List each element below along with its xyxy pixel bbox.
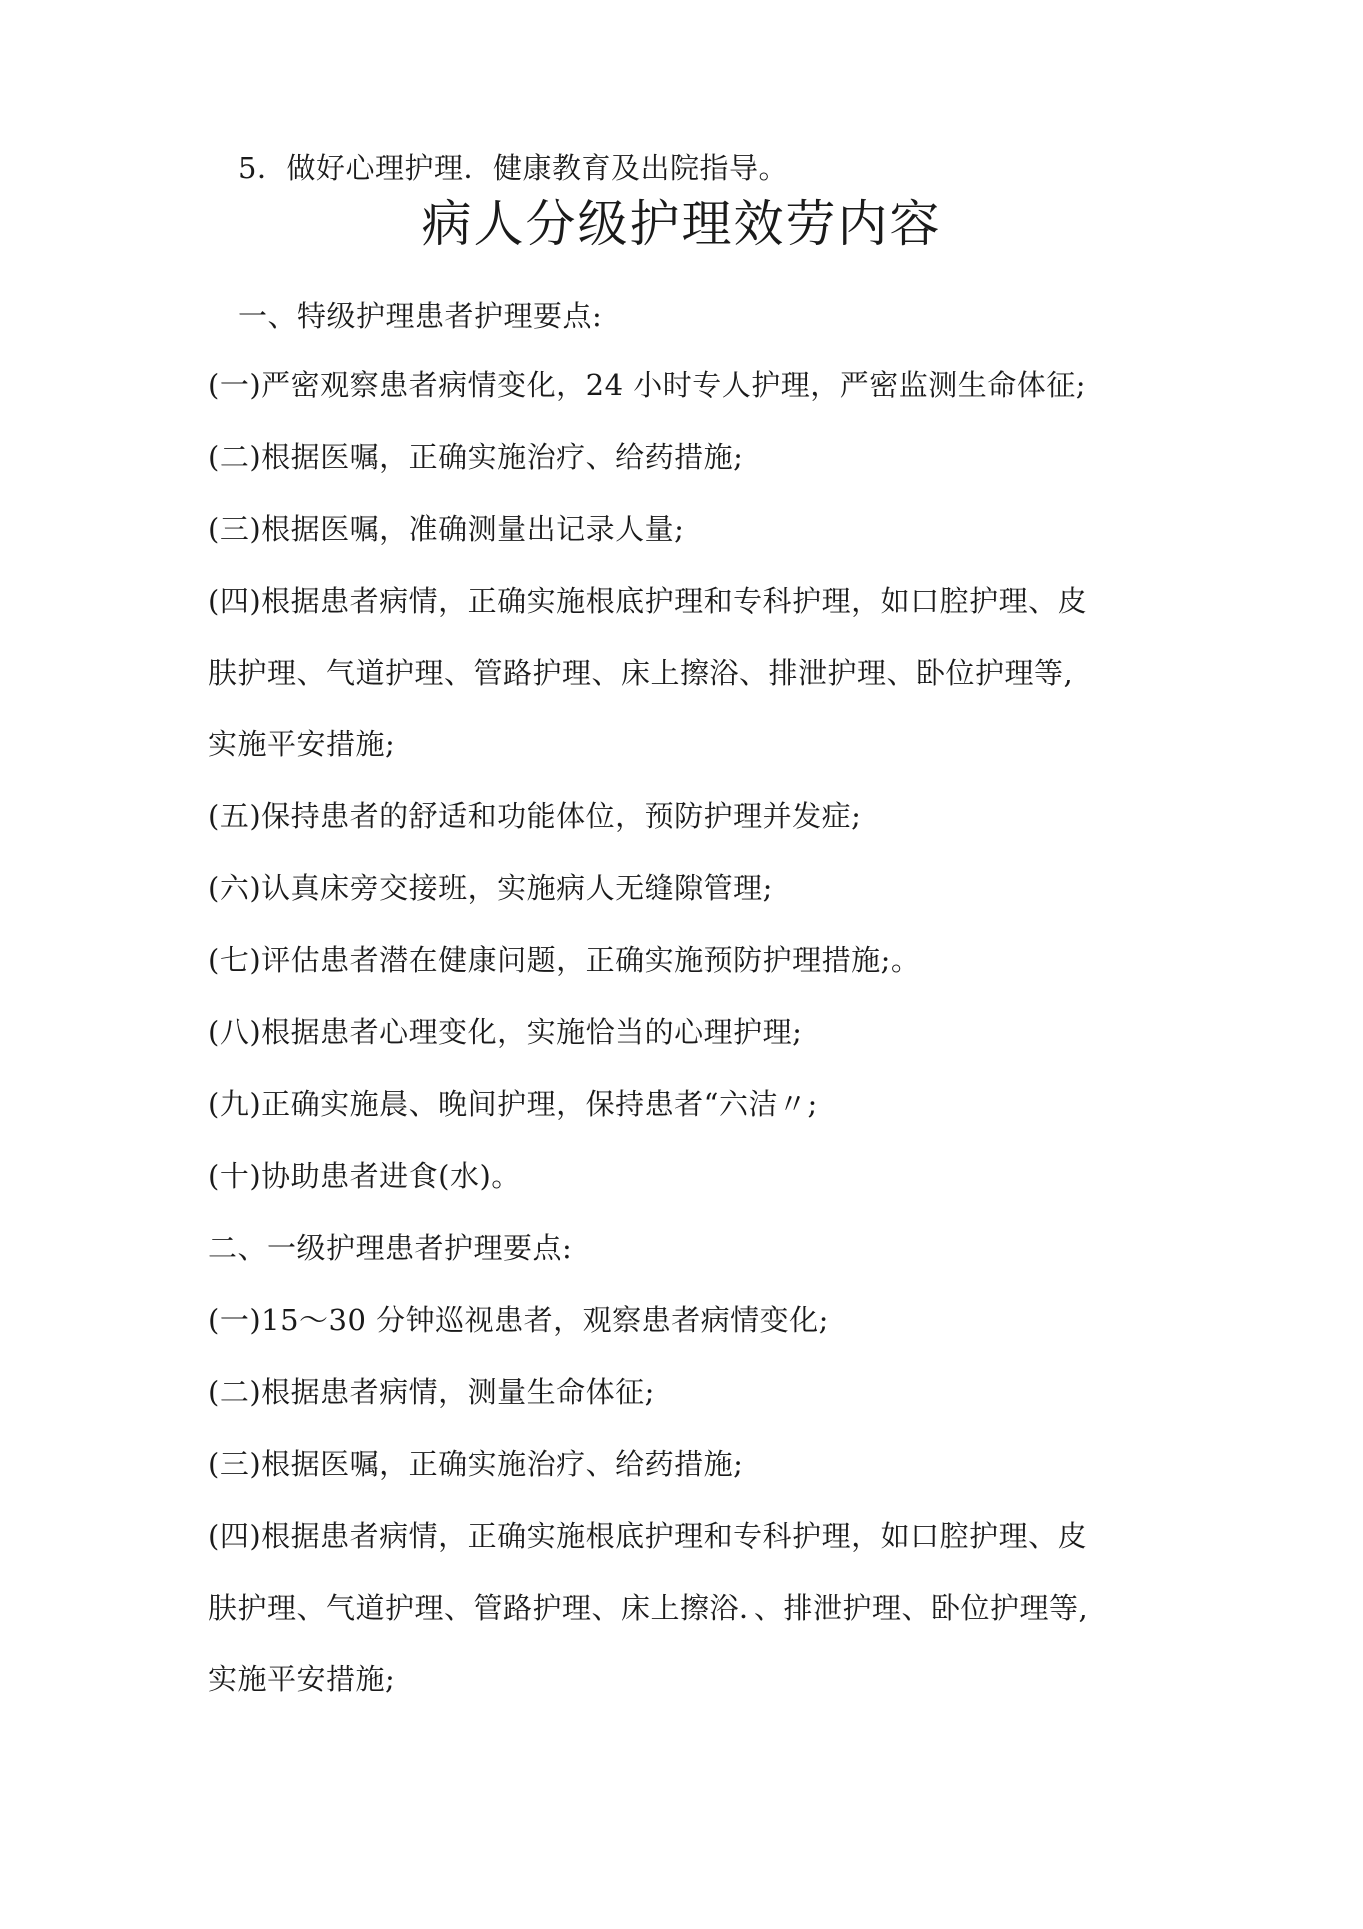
list-item: 实施平安措施; xyxy=(208,1662,396,1696)
list-item: (二)根据患者病情，测量生命体征; xyxy=(208,1375,655,1409)
list-item: (五)保持患者的舒适和功能体位，预防护理并发症; xyxy=(208,799,862,833)
list-item: (四)根据患者病情，正确实施根底护理和专科护理，如口腔护理、皮 xyxy=(208,584,1088,618)
list-item: (九)正确实施晨、晚间护理，保持患者“六洁〃; xyxy=(208,1087,818,1121)
list-item: (三)根据医嘱，准确测量出记录人量; xyxy=(208,512,685,546)
list-item: (三)根据医嘱，正确实施治疗、给药措施; xyxy=(208,1447,744,1481)
list-item: (八)根据患者心理变化，实施恰当的心理护理; xyxy=(208,1015,803,1049)
intro-line: 5．做好心理护理．健康教育及出院指导。 xyxy=(238,151,788,185)
page-title: 病人分级护理效劳内容 xyxy=(421,195,942,253)
list-item: 肤护理、气道护理、管路护理、床上擦浴、排泄护理、卧位护理等, xyxy=(208,656,1074,690)
list-item: 实施平安措施; xyxy=(208,727,396,761)
list-item: 肤护理、气道护理、管路护理、床上擦浴．、排泄护理、卧位护理等, xyxy=(208,1591,1089,1625)
section-heading-1: 一、特级护理患者护理要点: xyxy=(238,299,603,333)
list-item: (六)认真床旁交接班，实施病人无缝隙管理; xyxy=(208,871,773,905)
list-item: (二)根据医嘱，正确实施治疗、给药措施; xyxy=(208,440,744,474)
list-item: (十)协助患者进食(水)。 xyxy=(208,1159,521,1193)
list-item: (一)严密观察患者病情变化，24 小时专人护理，严密监测生命体征; xyxy=(208,368,1087,402)
list-item: (四)根据患者病情，正确实施根底护理和专科护理，如口腔护理、皮 xyxy=(208,1519,1088,1553)
list-item: (一)15～30 分钟巡视患者，观察患者病情变化; xyxy=(208,1303,829,1337)
list-item: (七)评估患者潜在健康问题，正确实施预防护理措施;。 xyxy=(208,943,921,977)
section-heading-2: 二、一级护理患者护理要点: xyxy=(208,1231,573,1265)
